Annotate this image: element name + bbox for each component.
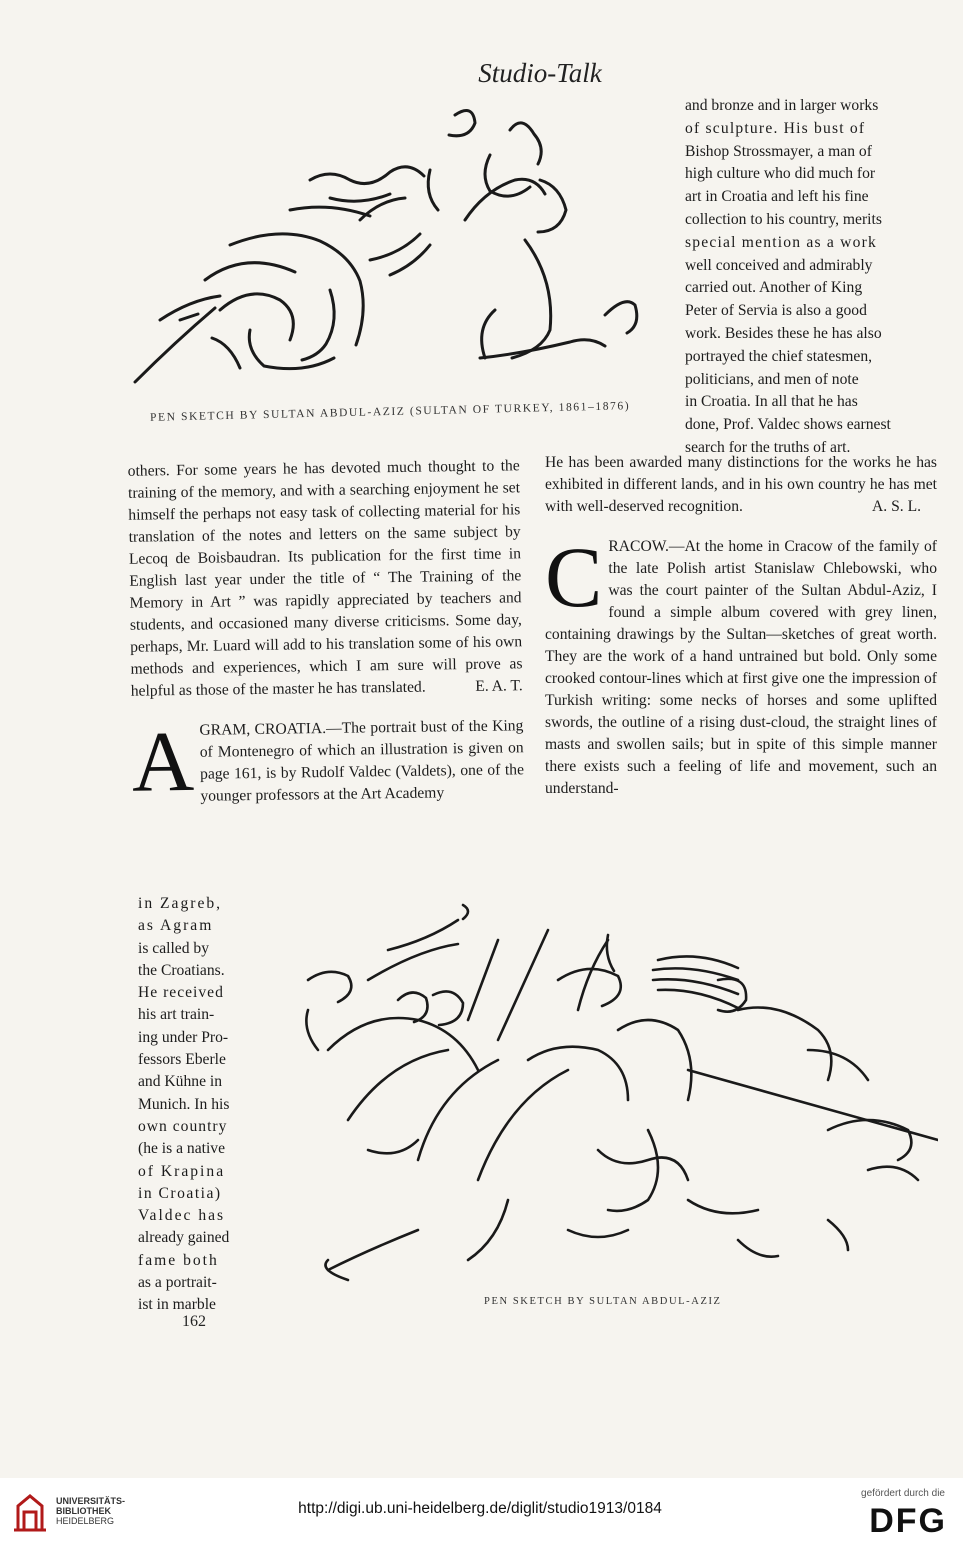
text-line: is called by	[138, 939, 210, 957]
text-line: special mention as a work	[685, 233, 877, 251]
signature-asl: A. S. L.	[872, 498, 921, 515]
text-line: work. Besides these he has also	[685, 324, 882, 342]
text-line: fessors Eberle	[138, 1051, 226, 1069]
text-line: ing under Pro-	[138, 1028, 229, 1046]
library-seal-icon	[12, 1492, 48, 1537]
text-line: the Croatians.	[138, 961, 225, 979]
text-line: own country	[138, 1117, 228, 1135]
text-line: as Agram	[138, 917, 214, 935]
caption-top-figure: PEN SKETCH BY SULTAN ABDUL-AZIZ (SULTAN OF TURKEY, 1861–1876)	[149, 400, 631, 424]
left-column	[128, 455, 525, 808]
paragraph-luard: others. For some years he has devoted much thought to the training of the memory, and with a searching enjoyment he set himself the perhaps not easy task of collecting material for his translation of the notes and letters on the same subject by Lecoq de Boisbaudran. Its publication for the first time in English last year under the title of “ The Training of the Memory in Art ” was rapidly appreciated by teachers and students, and occasioned many diverse criticisms. Some day, perhaps, Mr. Luard will add to his translation some of his own methods and experiences, which I am sure will prove as helpful as those of the master he has translated.	[127, 457, 523, 700]
dropcap-c: C	[545, 529, 603, 625]
text-line: search for the truths of art.	[685, 438, 851, 456]
library-line-1: UNIVERSITÄTS-	[56, 1496, 126, 1506]
text-line: in Croatia. In all that he has	[685, 393, 858, 411]
left-narrow-column	[138, 893, 254, 1317]
text-line: fame both	[138, 1251, 219, 1269]
permalink-url[interactable]: http://digi.ub.uni-heidelberg.de/diglit/studio1913/0184	[298, 1500, 662, 1517]
text-line: art in Croatia and left his fine	[685, 188, 869, 206]
text-line: and bronze and in larger works	[685, 97, 879, 114]
text-line: of Krapina	[138, 1162, 226, 1180]
library-name	[56, 1496, 125, 1526]
running-title: Studio-Talk	[478, 58, 602, 88]
sketch-bottom-illustration	[268, 900, 938, 1295]
text-line: Valdec has	[138, 1207, 226, 1225]
paragraph-valdec-honours: He has been awarded many distinctions for the works he has exhibited in different lands, and in his own country he has met with well-deserved recognition.	[545, 454, 937, 515]
footer-bar	[0, 1478, 963, 1547]
text-line: (he is a native	[138, 1140, 226, 1158]
section-cracow	[545, 529, 937, 800]
page-number: 162	[182, 1313, 206, 1330]
text-line: of sculpture. His bust of	[685, 119, 866, 137]
text-line: and Kühne in	[138, 1073, 223, 1091]
text-line: Peter of Servia is also a good	[685, 302, 867, 320]
section-agram	[131, 712, 525, 810]
text-line: done, Prof. Valdec shows earnest	[685, 416, 891, 434]
signature-eat: E. A. T.	[475, 677, 523, 695]
library-line-2: BIBLIOTHEK	[56, 1506, 111, 1516]
library-line-3: HEIDELBERG	[56, 1516, 115, 1526]
text-line: politicians, and men of note	[685, 370, 859, 388]
paragraph-agram: GRAM, CROATIA.—The portrait bust of the King of Montenegro of which an illustration is given on page 161, is by Rudolf Valdec (Valdets), one of the younger professors at the Art Academy	[199, 717, 525, 805]
text-line: as a portrait-	[138, 1274, 217, 1292]
text-line: carried out. Another of King	[685, 279, 863, 297]
text-line: portrayed the chief statesmen,	[685, 347, 873, 365]
text-line: in Zagreb,	[138, 895, 223, 912]
text-line: high culture who did much for	[685, 165, 876, 183]
funded-by-label: gefördert durch die	[861, 1488, 945, 1499]
right-top-column	[685, 95, 933, 460]
text-line: in Croatia)	[138, 1184, 222, 1202]
text-line: already gained	[138, 1229, 230, 1247]
caption-bottom-figure: PEN SKETCH BY SULTAN ABDUL-AZIZ	[484, 1296, 722, 1307]
right-column	[545, 452, 937, 800]
sketch-top-illustration	[130, 100, 670, 395]
text-line: collection to his country, merits	[685, 210, 882, 228]
dropcap-a: A	[131, 712, 195, 810]
paragraph-cracow: RACOW.—At the home in Cracow of the family of the late Polish artist Stanislaw Chlebowski, who was the court painter of the Sultan Abdul-Aziz, I found a simple album covered with grey linen, containing drawings by the Sultan—sketches of great worth. They are the work of a hand untrained but bold. Only some crooked contour-lines which at first give one the impression of Turkish writing: some necks of horses and some uplifted swords, the outline of a rising dust-cloud, the straight lines of masts and swollen sails; but in spite of this simple manner there exists such a feeling of life and movement, such an understand-	[545, 538, 937, 797]
text-line: Munich. In his	[138, 1095, 230, 1113]
text-line: well conceived and admirably	[685, 256, 873, 274]
dfg-logo: DFG	[869, 1502, 947, 1540]
text-line: Bishop Strossmayer, a man of	[685, 142, 872, 160]
text-line: his art train-	[138, 1006, 215, 1024]
text-line: ist in marble	[138, 1296, 216, 1314]
text-line: He received	[138, 984, 224, 1002]
